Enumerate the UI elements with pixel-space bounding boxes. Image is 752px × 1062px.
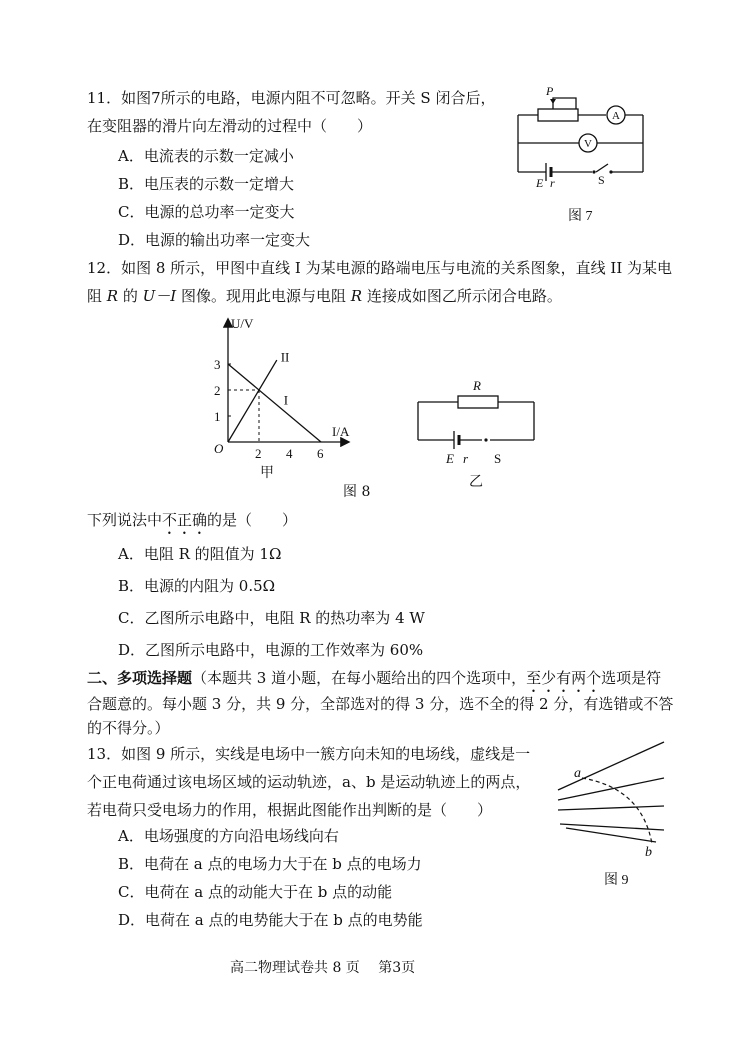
line-II (228, 360, 277, 442)
q12-stem-line2: 阻 R 的 U－I 图像。现用此电源与电阻 R 连接成如图乙所示闭合电路。 (87, 287, 562, 305)
line-I (228, 364, 321, 442)
figure-8-graph (200, 312, 360, 488)
q11-option-a: A．电流表的示数一定减小 (118, 147, 294, 165)
fig7-voltmeter-label: V (584, 138, 592, 150)
q12-option-a: A．电阻 R 的阻值为 1Ω (118, 545, 282, 563)
q13-option-d: D．电荷在 a 点的电势能大于在 b 点的电势能 (118, 911, 423, 929)
point-a-label: a (574, 766, 581, 781)
q13-option-b: B．电荷在 a 点的电场力大于在 b 点的电场力 (118, 855, 422, 873)
q11-option-d: D．电源的输出功率一定变大 (118, 231, 311, 249)
q12-prompt: 下列说法中不正确的是（ ） (87, 511, 298, 529)
fig7-label-s: S (598, 173, 605, 187)
circuit-sub-caption: 乙 (469, 473, 483, 489)
circuit-label-internal-r: r (463, 451, 469, 466)
section-2-line2: 合题意的。每小题 3 分，共 9 分，全部选对的得 3 分，选不全的得 2 分，有选错或不答 (87, 695, 674, 713)
figure-7-circuit (508, 80, 658, 228)
section-2-title: 二、多项选择题 (87, 669, 193, 687)
field-line (558, 778, 664, 800)
point-b-label: b (645, 845, 652, 860)
q13-stem-line1: 13．如图 9 所示，实线是电场中一簇方向未知的电场线，虚线是一 (87, 745, 531, 763)
y-axis-label: U/V (231, 316, 254, 331)
q12-option-d: D．乙图所示电路中，电源的工作效率为 60% (118, 641, 424, 659)
page-footer: 高二物理试卷共 8 页 第3页 (230, 960, 416, 976)
y-tick-label: 3 (214, 357, 221, 372)
q13-stem-line2: 个正电荷通过该电场区域的运动轨迹，a、b 是运动轨迹上的两点， (87, 773, 531, 791)
origin-label: O (214, 441, 224, 456)
x-tick-label: 4 (286, 446, 293, 461)
fig7-label-r: r (550, 176, 555, 190)
q11-option-b: B．电压表的示数一定增大 (118, 175, 295, 193)
section-2-line1: 二、多项选择题（本题共 3 道小题，在每小题给出的四个选项中，至少有两个选项是符 (87, 669, 662, 687)
field-line (566, 828, 656, 842)
q13-option-c: C．电荷在 a 点的动能大于在 b 点的动能 (118, 883, 393, 901)
q12-option-b: B．电源的内阻为 0.5Ω (118, 577, 276, 595)
q12-stem-line1: 12．如图 8 所示，甲图中直线 I 为某电源的路端电压与电流的关系图象，直线 II 为某电 (87, 259, 673, 277)
section-2-line3: 的不得分。） (87, 719, 170, 737)
figure-9-field-lines (552, 738, 672, 890)
y-tick-label: 1 (214, 409, 221, 424)
y-tick-label: 2 (214, 383, 221, 398)
fig7-label-e: E (536, 176, 544, 190)
fig7-ammeter-label: A (612, 110, 620, 122)
figure-8-circuit (412, 374, 542, 490)
q11-option-c: C．电源的总功率一定变大 (118, 203, 295, 221)
field-line (558, 806, 664, 810)
x-axis-label: I/A (332, 424, 350, 439)
x-tick-label: 2 (255, 446, 262, 461)
q12-option-c: C．乙图所示电路中，电阻 R 的热功率为 4 W (118, 609, 425, 627)
x-tick-label: 6 (317, 446, 324, 461)
line-I-label: I (283, 392, 289, 408)
figure-8-caption: 图 8 (343, 484, 371, 500)
circuit-label-s: S (494, 451, 502, 466)
circuit-label-e: E (446, 451, 454, 466)
emphasized-at-least-two: 至少有两个 (526, 669, 602, 687)
graph-sub-caption: 甲 (260, 464, 274, 480)
emphasized-not-correct: 不正确 (162, 511, 208, 529)
q11-stem-line2: 在变阻器的滑片向左滑动的过程中（ ） (87, 117, 373, 135)
fig7-label-p: P (546, 84, 554, 98)
figure-9-caption: 图 9 (604, 873, 629, 888)
figure-7-caption: 图 7 (568, 209, 593, 224)
q13-option-a: A．电场强度的方向沿电场线向右 (118, 827, 339, 845)
q11-stem-line1: 11．如图7所示的电路，电源内阻不可忽略。开关 S 闭合后， (87, 89, 496, 107)
circuit-label-r: R (473, 378, 481, 393)
q13-stem-line3: 若电荷只受电场力的作用，根据此图能作出判断的是（ ） (87, 801, 493, 819)
line-II-label: II (280, 349, 290, 365)
